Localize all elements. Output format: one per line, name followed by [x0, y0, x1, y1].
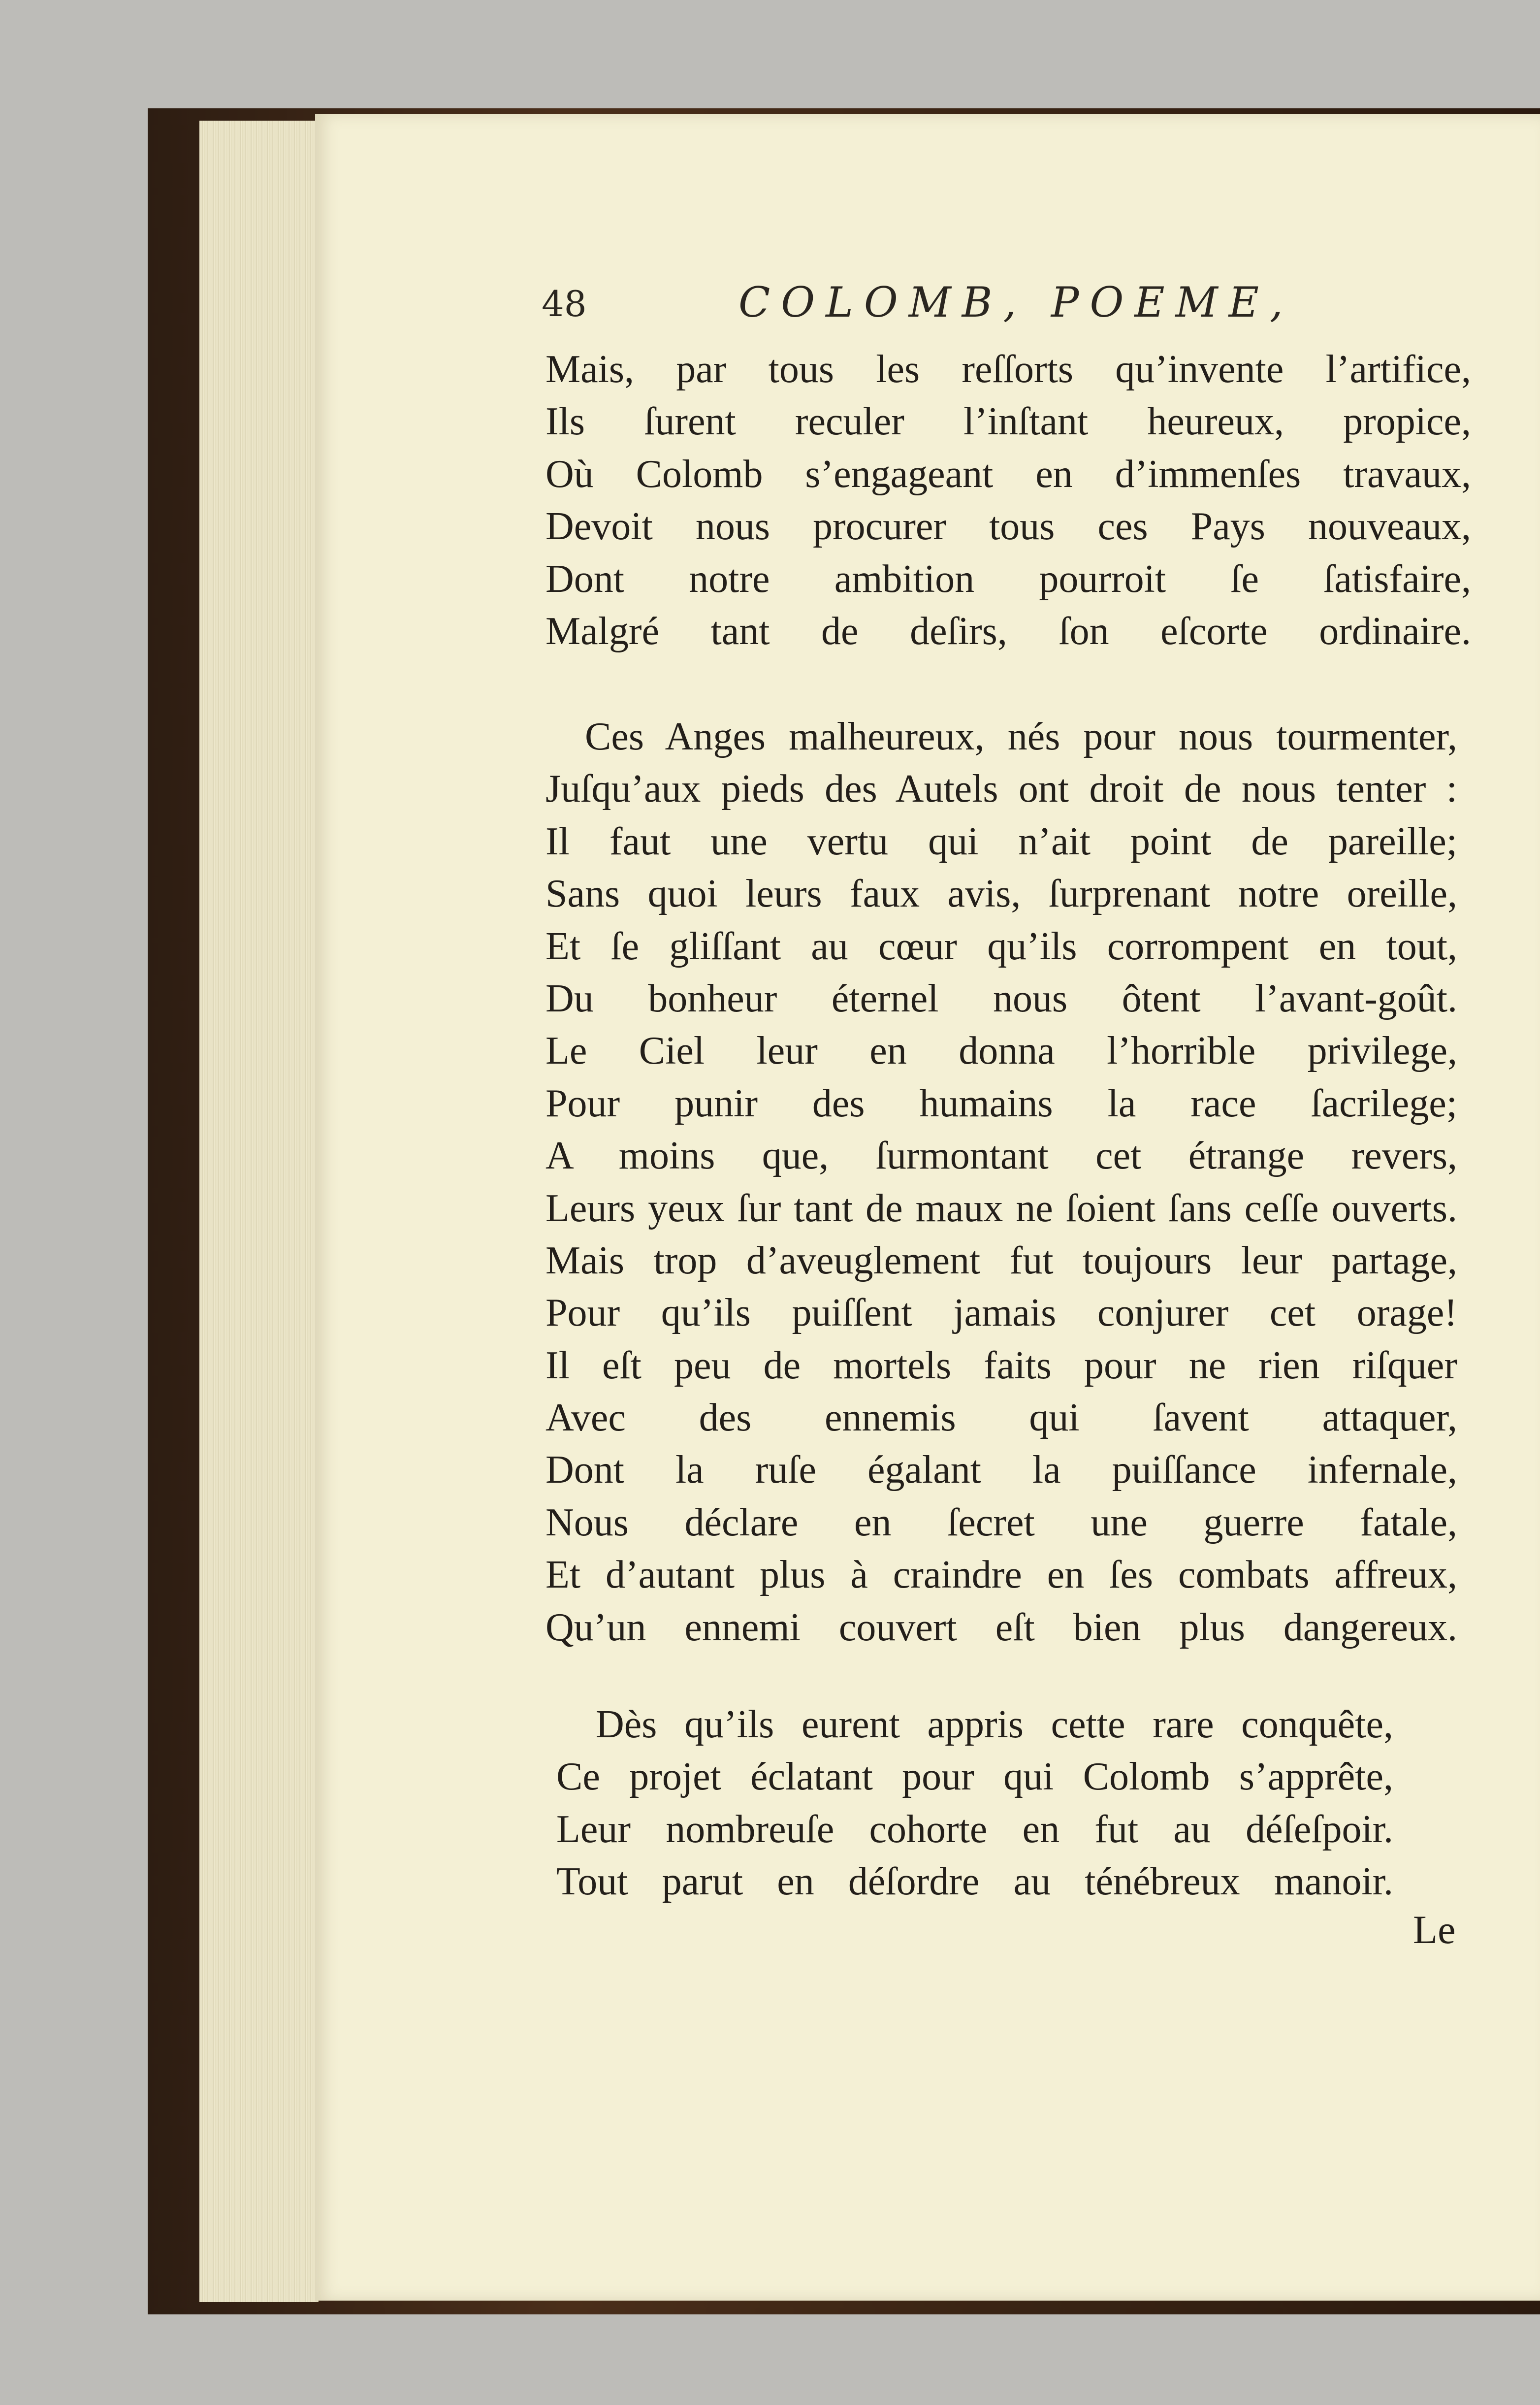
verse-line: Mais trop d’aveuglement fut toujours leur partage,: [545, 1238, 1457, 1282]
verse-line: Où Colomb s’engageant en d’immenſes travaux,: [545, 452, 1471, 496]
verse-line: Mais, par tous les reſſorts qu’invente l’artifice,: [545, 348, 1471, 391]
verse-line: Dont notre ambition pourroit ſe ſatisfaire,: [545, 557, 1471, 601]
running-head: [542, 278, 1329, 347]
stanza: [545, 711, 1457, 1654]
page-number: 48: [542, 283, 587, 325]
verse-line: Juſqu’aux pieds des Autels ont droit de nous tenter :: [545, 767, 1457, 811]
verse-line: Devoit nous procurer tous ces Pays nouveaux,: [545, 505, 1471, 549]
verse-line: Dès qu’ils eurent appris cette rare conquête,: [596, 1703, 1393, 1746]
stanza: [545, 343, 1471, 657]
verse-line: Pour punir des humains la race ſacrilege;: [545, 1081, 1457, 1125]
verse-line: Et ſe gliſſant au cœur qu’ils corrompent en tout,: [545, 924, 1457, 968]
catchword: Le: [1413, 1907, 1456, 1952]
verse-line: Le Ciel leur en donna l’horrible privilege,: [545, 1029, 1457, 1073]
verse-line: Avec des ennemis qui ſavent attaquer,: [545, 1396, 1457, 1440]
verse-line: Leurs yeux ſur tant de maux ne ſoient ſans ceſſe ouverts.: [545, 1186, 1457, 1230]
verse-line: Il faut une vertu qui n’ait point de pareille;: [545, 819, 1457, 863]
verse-line: Et d’autant plus à craindre en ſes combats affreux,: [545, 1553, 1457, 1597]
verse-line: Il eſt peu de mortels faits pour ne rien riſquer: [545, 1343, 1457, 1387]
verse-line: Ces Anges malheureux, nés pour nous tourmenter,: [585, 715, 1457, 758]
verse-line: Qu’un ennemi couvert eſt bien plus dangereux.: [545, 1605, 1457, 1649]
verse-line: Sans quoi leurs faux avis, ſurprenant notre oreille,: [545, 872, 1457, 916]
verse-line: A moins que, ſurmontant cet étrange revers,: [545, 1134, 1457, 1178]
running-title: COLOMB, POEME,: [738, 278, 1294, 326]
verse-line: Malgré tant de deſirs, ſon eſcorte ordinaire.: [545, 609, 1471, 653]
verse-line: Ils ſurent reculer l’inſtant heureux, propice,: [545, 400, 1471, 444]
verse-line: Du bonheur éternel nous ôtent l’avant-goût.: [545, 976, 1457, 1020]
verse-line: Tout parut en déſordre au ténébreux manoir.: [556, 1860, 1393, 1904]
verse-line: Nous déclare en ſecret une guerre fatale,: [545, 1500, 1457, 1544]
verse-line: Leur nombreuſe cohorte en fut au déſeſpoir.: [556, 1807, 1393, 1851]
verse-line: Pour qu’ils puiſſent jamais conjurer cet orage!: [545, 1291, 1457, 1335]
verse-line: Dont la ruſe égalant la puiſſance infernale,: [545, 1448, 1457, 1492]
verse-line: Ce projet éclatant pour qui Colomb s’apprête,: [556, 1755, 1393, 1799]
stanza: [556, 1698, 1393, 1908]
page-edges: [199, 121, 319, 2302]
